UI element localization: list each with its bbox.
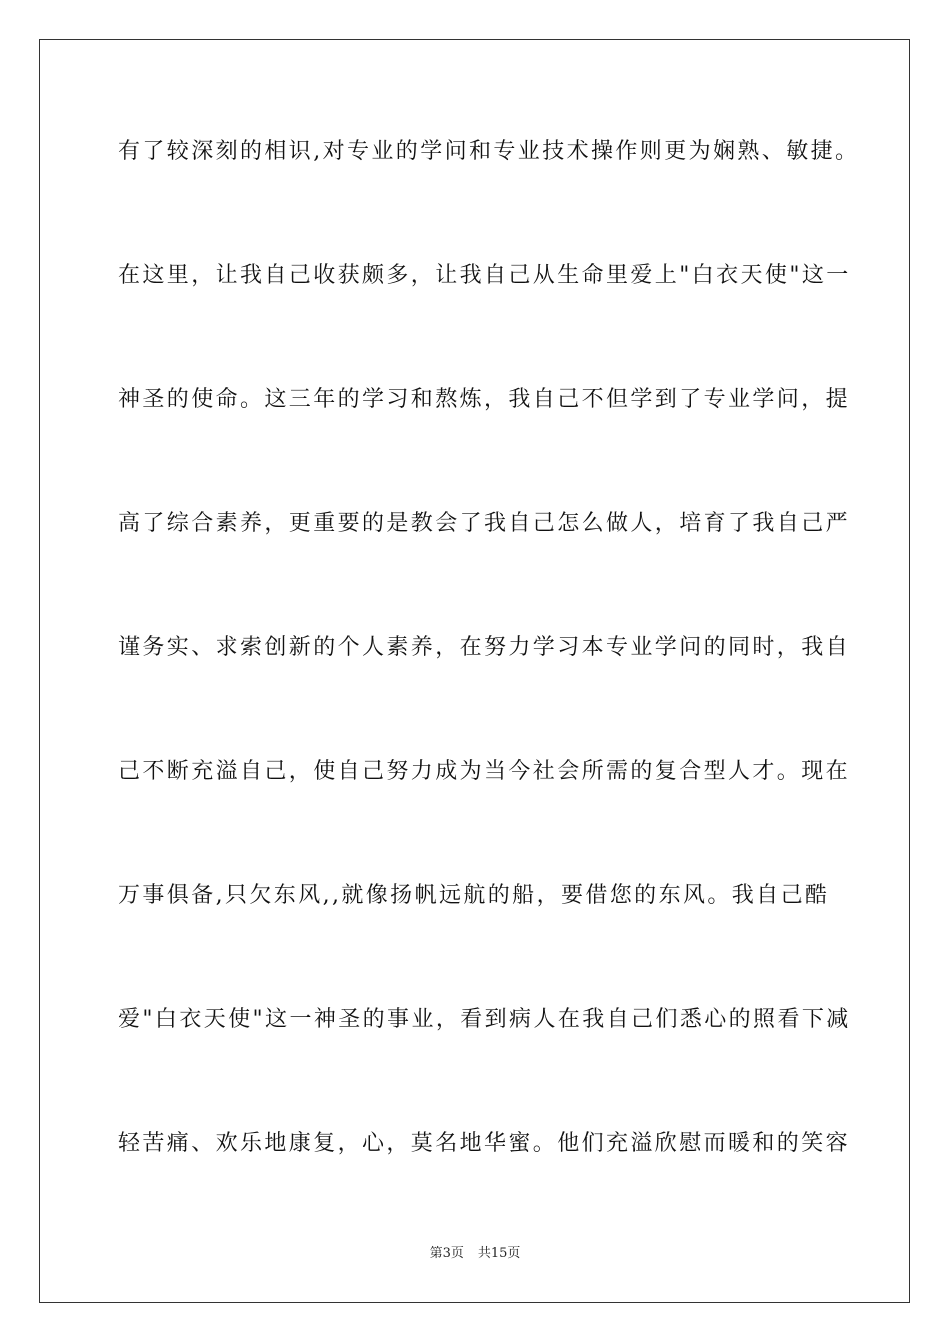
- text-line: 爱"白衣天使"这一神圣的事业，看到病人在我自己们悉心的照看下减: [118, 1007, 851, 1032]
- total-pages: 共15页: [477, 1246, 521, 1261]
- text-line: 万事俱备,只欠东风,,就像扬帆远航的船，要借您的东风。我自己酷: [118, 883, 830, 908]
- text-line: 轻苦痛、欢乐地康复，心，莫名地华蜜。他们充溢欣慰而暖和的笑容: [118, 1131, 851, 1156]
- text-line: 神圣的使命。这三年的学习和熬炼，我自己不但学到了专业学问，提: [118, 387, 851, 412]
- text-line: 在这里，让我自己收获颇多，让我自己从生命里爱上"白衣天使"这一: [118, 263, 851, 288]
- page-border: [39, 39, 910, 1303]
- page-footer: [0, 1245, 950, 1263]
- text-line: 谨务实、求索创新的个人素养，在努力学习本专业学问的同时，我自: [118, 635, 851, 660]
- text-line: 有了较深刻的相识,对专业的学问和专业技术操作则更为娴熟、敏捷。: [118, 139, 860, 164]
- text-line: 己不断充溢自己，使自己努力成为当今社会所需的复合型人才。现在: [118, 759, 851, 784]
- page-number: 第3页: [429, 1246, 464, 1261]
- text-line: 高了综合素养，更重要的是教会了我自己怎么做人，培育了我自己严: [118, 511, 851, 536]
